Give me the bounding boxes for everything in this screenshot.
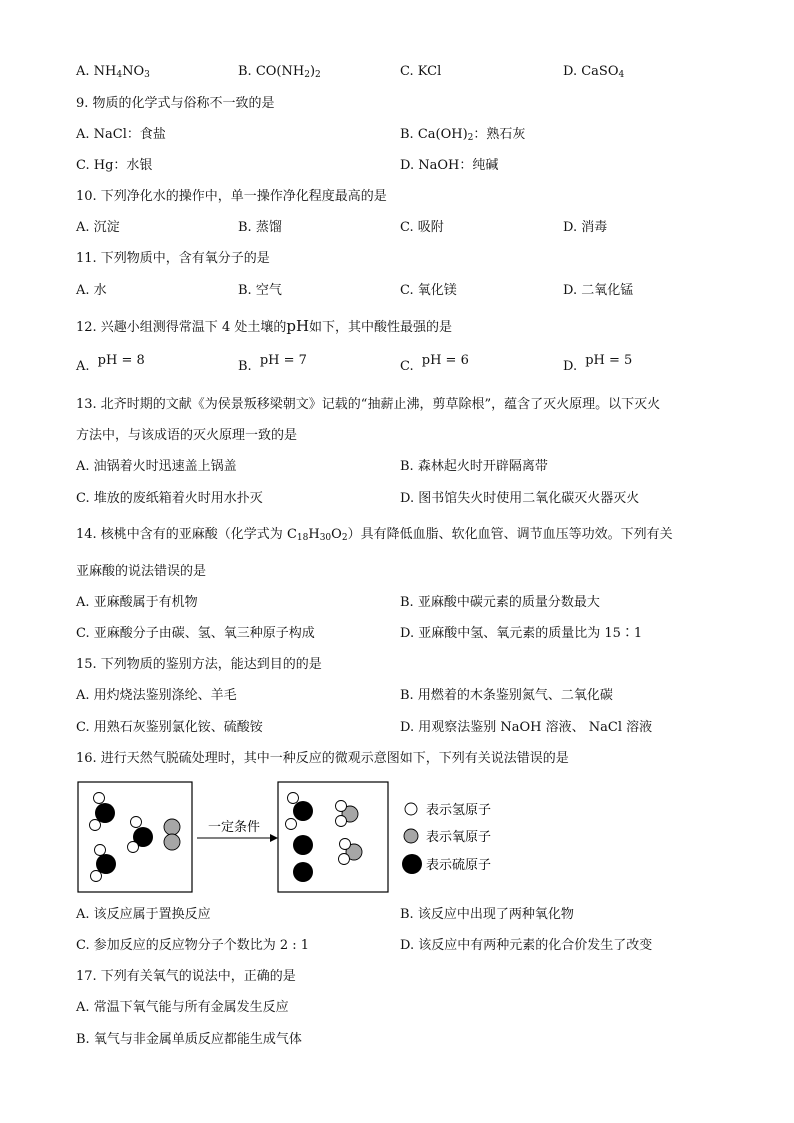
q10-option-c: C. 吸附 (400, 220, 444, 235)
formula-sub: 4 (116, 70, 123, 80)
q12-option-c (400, 353, 469, 376)
sulfur-atom (293, 835, 313, 855)
formula-sub: 2 (315, 70, 321, 80)
q13-option-a: A. 油锅着火时迅速盖上锅盖 (76, 459, 237, 474)
formula-part: O (331, 527, 342, 542)
q11-option-a: A. 水 (76, 283, 107, 298)
hydrogen-atom (336, 816, 347, 827)
hydrogen-atom (95, 845, 106, 856)
stem-text: 12. 兴趣小组测得常温下 4 处土壤的 (76, 320, 287, 335)
q12-stem (76, 317, 452, 337)
option-value: pH = 8 (97, 353, 145, 368)
hydrogen-atom (94, 793, 105, 804)
option-label: D. (563, 359, 578, 374)
o2-molecule (164, 819, 180, 850)
option-label: C. (400, 64, 414, 79)
formula-part: KCl (417, 64, 442, 79)
q13-stem-line1: 13. 北齐时期的文献《为侯景叛移梁朝文》记载的“抽薪止沸，剪草除根”，蕴含了灭火原理。以下灭火 (76, 397, 661, 412)
option-label: A. (76, 359, 90, 374)
hydrogen-atom (131, 817, 142, 828)
sulfur-atom (293, 801, 313, 821)
formula-sub: 2 (467, 133, 474, 143)
hydrogen-atom (339, 854, 350, 865)
q14-option-d: D. 亚麻酸中氢、氧元素的质量比为 15∶1 (400, 626, 643, 641)
oxygen-atom (164, 834, 180, 850)
q9-option-a: A. NaCl：食盐 (76, 127, 166, 142)
stem-text: ）具有降低血脂、软化血管、调节血压等功效。下列有关 (347, 527, 673, 542)
sulfur-atom (293, 862, 313, 882)
arrow-head (270, 834, 278, 842)
legend-oxygen-label: 表示氧原子 (426, 829, 492, 844)
q10-stem: 10. 下列净化水的操作中，单一操作净化程度最高的是 (76, 189, 387, 204)
option-label: C. (400, 359, 414, 374)
q8-option-c (400, 63, 441, 81)
q15-option-b: B. 用燃着的木条鉴别氮气、二氧化碳 (400, 688, 613, 703)
formula-part: C (286, 527, 297, 542)
h2o-molecule (339, 839, 363, 865)
option-text: ：熟石灰 (473, 127, 526, 142)
q17-stem: 17. 下列有关氧气的说法中，正确的是 (76, 969, 296, 984)
hydrogen-atom (286, 819, 297, 830)
formula-part: CaSO (581, 64, 619, 79)
formula-part: CO(NH (255, 64, 305, 79)
q12-option-b (238, 353, 307, 376)
formula-sub: 2 (341, 533, 348, 543)
q9-option-b (400, 126, 525, 144)
stem-text: 如下，其中酸性最强的是 (309, 320, 453, 335)
oxygen-atom (164, 819, 180, 835)
formula-part: H (308, 527, 320, 542)
q14-stem-line1 (76, 526, 673, 544)
legend-hydrogen-icon (405, 803, 417, 815)
formula-part: NO (122, 64, 145, 79)
option-value: pH = 5 (585, 353, 633, 368)
arrow-label: 一定条件 (208, 819, 261, 834)
hydrogen-atom (128, 842, 139, 853)
q11-option-c: C. 氧化镁 (400, 283, 457, 298)
formula-sub: 4 (618, 70, 625, 80)
stem-text: 14. 核桃中含有的亚麻酸（化学式为 (76, 527, 287, 542)
q15-option-c: C. 用熟石灰鉴别氯化铵、硫酸铵 (76, 720, 263, 735)
q16-option-c: C. 参加反应的反应物分子个数比为 2 : 1 (76, 938, 310, 953)
formula-part: ) (309, 64, 316, 79)
h2s-molecule (90, 793, 116, 831)
q9-option-c: C. Hg：水银 (76, 158, 153, 173)
q16-stem: 16. 进行天然气脱硫处理时，其中一种反应的微观示意图如下，下列有关说法错误的是 (76, 751, 569, 766)
option-label: B. (238, 359, 252, 374)
option-value: pH = 6 (421, 353, 469, 368)
hydrogen-atom (340, 839, 351, 850)
q17-option-a: A. 常温下氧气能与所有金属发生反应 (76, 1000, 289, 1015)
q12-option-a (76, 353, 145, 376)
legend-hydrogen-label: 表示氢原子 (426, 802, 492, 817)
legend-sulfur-icon (402, 854, 422, 874)
q8-option-b (238, 63, 321, 81)
q14-option-c: C. 亚麻酸分子由碳、氢、氧三种原子构成 (76, 626, 315, 641)
hydrogen-atom (336, 801, 347, 812)
q9-stem: 9. 物质的化学式与俗称不一致的是 (76, 96, 275, 111)
q17-option-b: B. 氧气与非金属单质反应都能生成气体 (76, 1032, 302, 1047)
q8-option-a (76, 63, 150, 81)
q16-option-d: D. 该反应中有两种元素的化合价发生了改变 (400, 938, 653, 953)
option-label: A. (76, 64, 90, 79)
q8-option-d (563, 63, 624, 81)
h2o-molecule (336, 801, 359, 827)
ph-symbol: pH (286, 317, 310, 335)
q11-stem: 11. 下列物质中，含有氧分子的是 (76, 251, 270, 266)
formula-sub: 30 (319, 533, 332, 543)
h2s-molecule (91, 845, 117, 882)
q13-option-d: D. 图书馆失火时使用二氧化碳灭火器灭火 (400, 491, 640, 506)
option-value: pH = 7 (259, 353, 307, 368)
q15-stem: 15. 下列物质的鉴别方法，能达到目的的是 (76, 657, 322, 672)
option-text: B. Ca(OH) (400, 127, 468, 142)
q13-stem-line2: 方法中，与该成语的灭火原理一致的是 (76, 428, 298, 443)
q16-option-b: B. 该反应中出现了两种氧化物 (400, 907, 574, 922)
formula-sub: 2 (304, 70, 310, 80)
q11-option-b: B. 空气 (238, 283, 282, 298)
legend-oxygen-icon (404, 829, 418, 843)
formula-sub: 18 (296, 533, 309, 543)
option-label: B. (238, 64, 252, 79)
q14-stem-line2: 亚麻酸的说法错误的是 (76, 564, 207, 579)
q11-option-d: D. 二氧化锰 (563, 283, 634, 298)
q9-option-d: D. NaOH：纯碱 (400, 158, 499, 173)
formula-part: NH (93, 64, 117, 79)
q15-option-a: A. 用灼烧法鉴别涤纶、羊毛 (76, 688, 237, 703)
q13-option-c: C. 堆放的废纸箱着火时用水扑灭 (76, 491, 263, 506)
legend-sulfur-label: 表示硫原子 (426, 857, 492, 872)
h2s-molecule (128, 817, 154, 853)
formula-sub: 3 (144, 70, 150, 80)
q10-option-a: A. 沉淀 (76, 220, 120, 235)
q14-option-b: B. 亚麻酸中碳元素的质量分数最大 (400, 595, 600, 610)
q13-option-b: B. 森林起火时开辟隔离带 (400, 459, 548, 474)
q15-option-d: D. 用观察法鉴别 NaOH 溶液、 NaCl 溶液 (400, 720, 653, 735)
q12-option-d (563, 353, 633, 376)
hydrogen-atom (90, 820, 101, 831)
reaction-diagram (76, 780, 716, 896)
q16-option-a: A. 该反应属于置换反应 (76, 907, 211, 922)
hydrogen-atom (91, 871, 102, 882)
q14-option-a: A. 亚麻酸属于有机物 (76, 595, 198, 610)
hydrogen-atom (288, 793, 299, 804)
q10-option-b: B. 蒸馏 (238, 220, 282, 235)
legend (402, 802, 491, 874)
option-label: D. (563, 64, 578, 79)
q10-option-d: D. 消毒 (563, 220, 608, 235)
